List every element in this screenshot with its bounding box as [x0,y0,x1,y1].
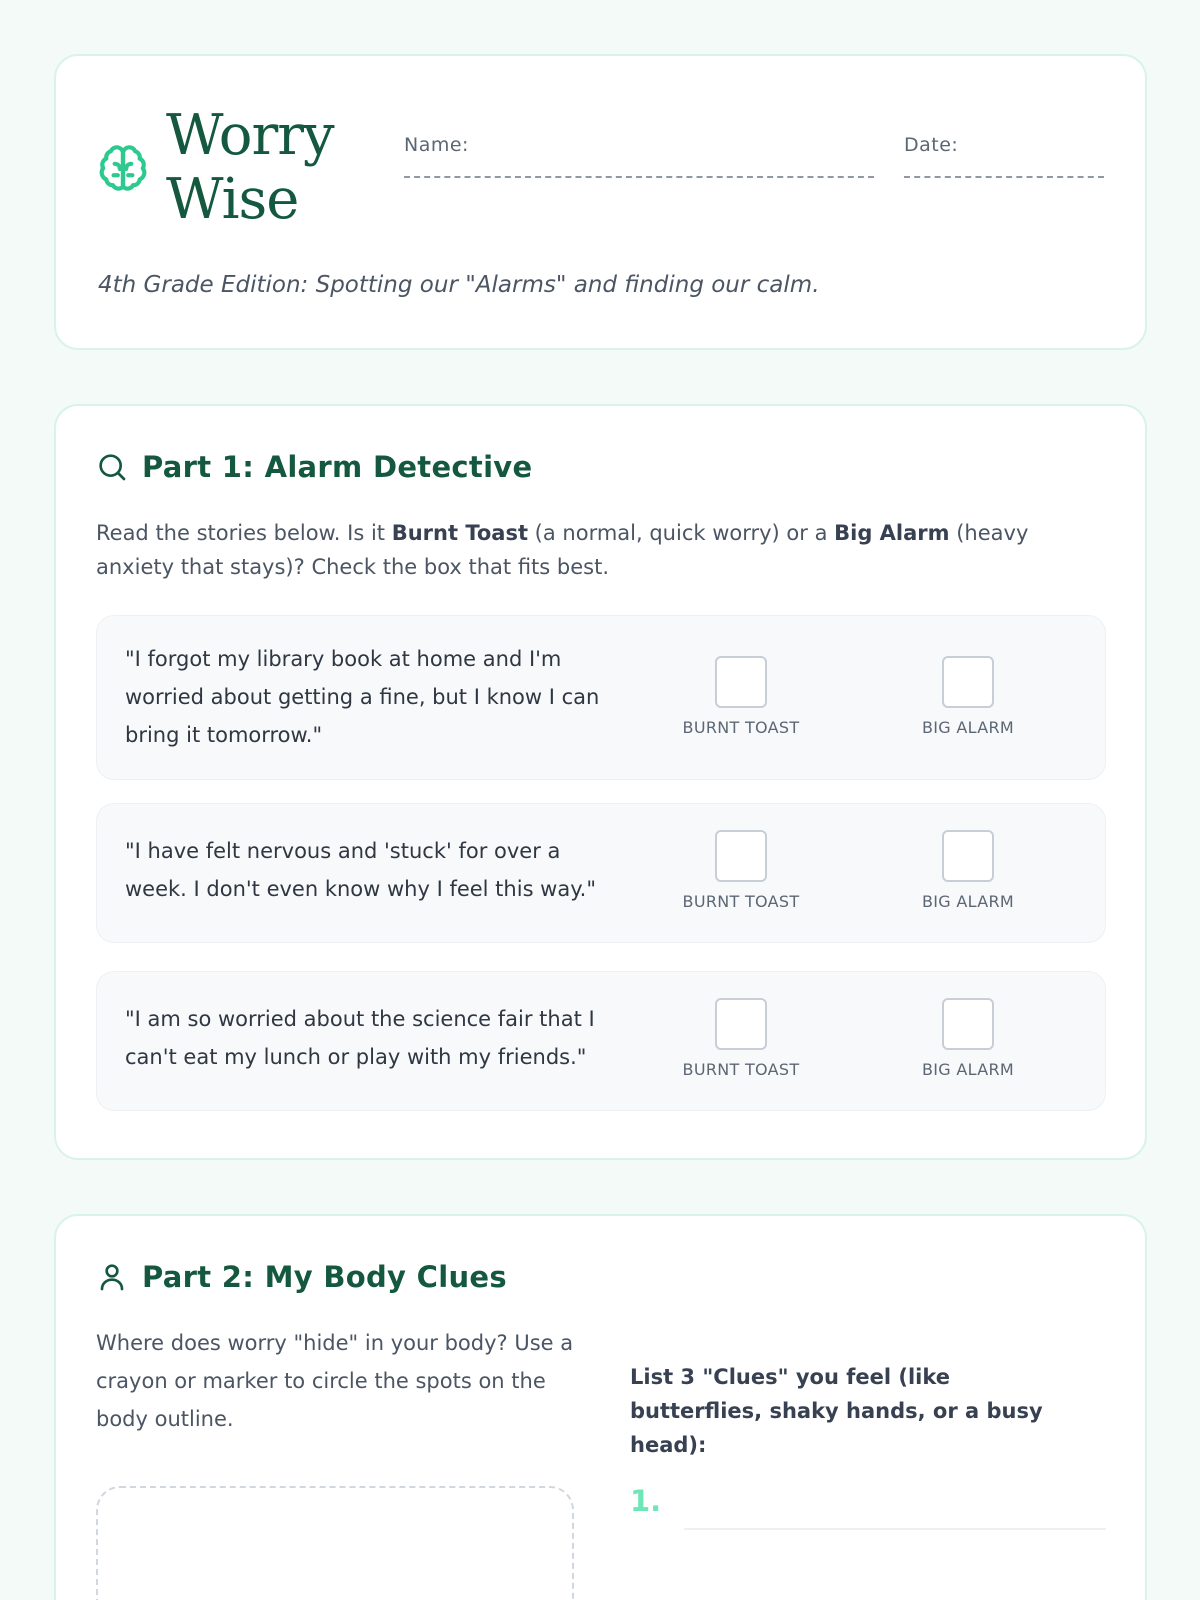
part1-intro [96,516,1106,584]
story-card-2 [96,803,1106,943]
choice-big-alarm-2[interactable] [888,830,1048,911]
checkbox-burnt-toast-2[interactable] [715,830,767,882]
choice-burnt-toast-1[interactable] [661,656,821,737]
label-burnt-toast-3: BURNT TOAST [682,1060,800,1079]
label-big-alarm-1: BIG ALARM [922,718,1014,737]
intro-text-pre: Read the stories below. Is it [96,521,392,545]
checkbox-big-alarm-1[interactable] [942,656,994,708]
intro-text-post: (heavy anxiety that stays)? Check the box that fits best. [96,521,1029,579]
part1-card [54,404,1147,1160]
choice-big-alarm-1[interactable] [888,656,1048,737]
part1-heading [96,450,532,484]
story-card-1 [96,615,1106,780]
clue-row-1[interactable] [630,1484,1106,1534]
name-label: Name: [404,134,469,156]
checkbox-big-alarm-3[interactable] [942,998,994,1050]
part2-intro: Where does worry "hide" in your body? Use a crayon or marker to circle the spots on the body outline. [96,1331,574,1431]
label-big-alarm-3: BIG ALARM [922,1060,1014,1079]
date-field[interactable] [904,134,1104,178]
part1-title: Part 1: Alarm Detective [142,450,533,484]
brain-icon [98,144,148,194]
intro-term-burnt-toast: Burnt Toast [391,521,528,545]
name-line[interactable] [404,176,874,178]
body-outline-area[interactable] [96,1486,574,1600]
person-icon [96,1261,128,1293]
choice-big-alarm-3[interactable] [888,998,1048,1079]
name-field[interactable] [404,134,874,178]
story-card-3 [96,971,1106,1111]
story-text-2: "I have felt nervous and 'stuck' for over a week. I don't even know why I feel this way." [125,839,596,901]
search-icon [96,451,128,483]
page-title [166,104,334,232]
clues-prompt: List 3 "Clues" you feel (like butterflies, shaky hands, or a busy head): [630,1365,1043,1457]
choice-burnt-toast-3[interactable] [661,998,821,1079]
date-line[interactable] [904,176,1104,178]
brand [98,104,334,232]
checkbox-burnt-toast-1[interactable] [715,656,767,708]
intro-term-big-alarm: Big Alarm [834,521,950,545]
subtitle: 4th Grade Edition: Spotting our "Alarms" and finding our calm. [98,272,820,298]
part2-title: Part 2: My Body Clues [142,1260,507,1294]
part2-card [54,1214,1147,1600]
checkbox-big-alarm-2[interactable] [942,830,994,882]
story-text-1: "I forgot my library book at home and I'm worried about getting a fine, but I know I can bring it tomorrow." [125,647,600,747]
intro-text-mid: (a normal, quick worry) or a [528,521,835,545]
date-label: Date: [904,134,959,156]
label-burnt-toast-1: BURNT TOAST [682,718,800,737]
label-burnt-toast-2: BURNT TOAST [682,892,800,911]
title-line-2: Wise [166,167,299,232]
label-big-alarm-2: BIG ALARM [922,892,1014,911]
choice-burnt-toast-2[interactable] [661,830,821,911]
part2-heading [96,1260,507,1294]
story-text-3: "I am so worried about the science fair that I can't eat my lunch or play with my friends." [125,1007,595,1069]
header-card [54,54,1147,350]
title-line-1: Worry [166,103,334,168]
clue-answer-line-1[interactable] [684,1528,1106,1530]
clue-number-1: 1. [630,1484,662,1518]
checkbox-burnt-toast-3[interactable] [715,998,767,1050]
